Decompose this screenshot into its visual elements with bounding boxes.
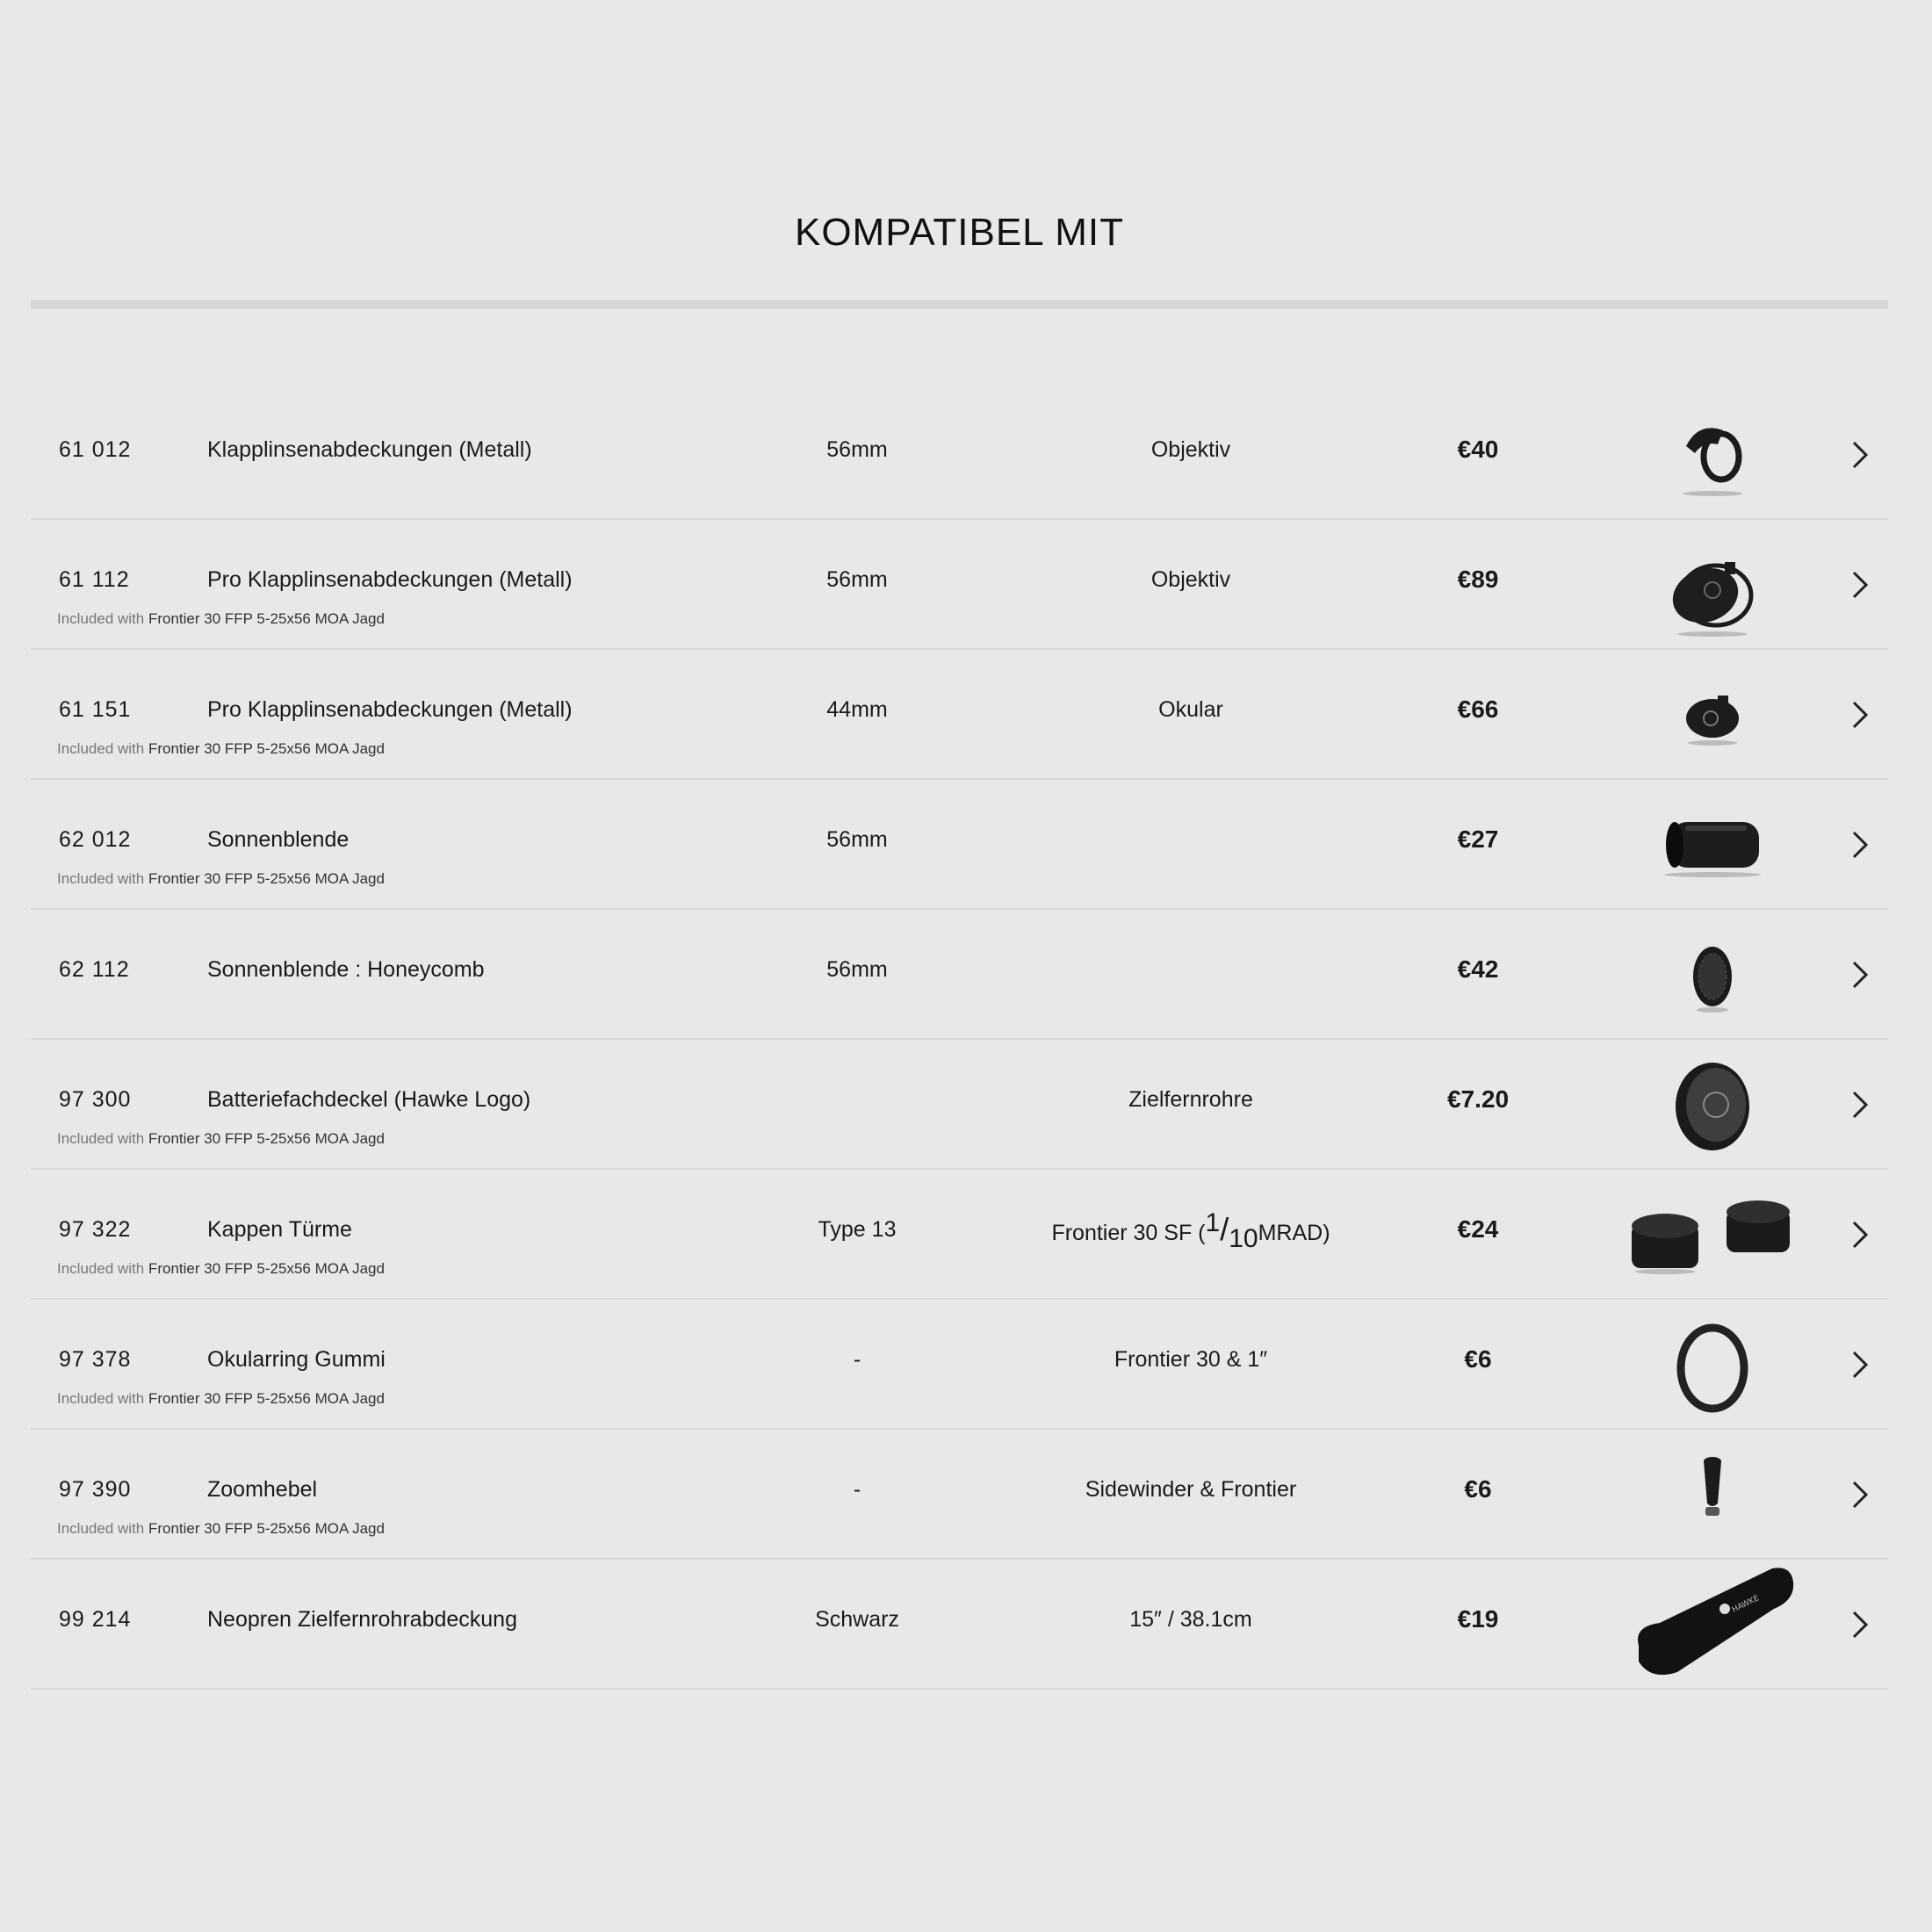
product-fit: Frontier 30 SF (1/10MRAD) <box>1051 1208 1330 1253</box>
product-name[interactable]: Sonnenblende : Honeycomb <box>207 957 485 982</box>
product-sku: 97 300 <box>59 1087 132 1112</box>
product-size: Type 13 <box>818 1217 897 1242</box>
zoom-lever-icon[interactable] <box>1581 1435 1844 1554</box>
product-size: - <box>853 1347 861 1372</box>
product-name[interactable]: Kappen Türme <box>207 1217 352 1242</box>
product-price: €6 <box>1464 1345 1492 1373</box>
included-note: Included with Frontier 30 FFP 5-25x56 MOA Jagd <box>57 870 385 887</box>
product-price: €27 <box>1457 825 1499 853</box>
product-fit: Objektiv <box>1150 567 1231 592</box>
product-size: - <box>853 1477 861 1502</box>
chevron-right-icon[interactable] <box>1847 697 1873 732</box>
product-name[interactable]: Pro Klapplinsenabdeckungen (Metall) <box>207 567 573 592</box>
product-size: Schwarz <box>815 1607 899 1632</box>
chevron-right-icon[interactable] <box>1847 1607 1873 1642</box>
product-sku: 62 112 <box>59 957 130 982</box>
list-item[interactable] <box>31 780 1888 910</box>
product-price: €7.20 <box>1446 1085 1510 1113</box>
product-price: €6 <box>1464 1475 1492 1503</box>
product-sku: 61 012 <box>59 437 132 462</box>
product-sku: 61 151 <box>59 697 132 722</box>
product-price: €19 <box>1457 1605 1499 1633</box>
rubber-ring-icon[interactable] <box>1581 1305 1844 1424</box>
product-name[interactable]: Neopren Zielfernrohrabdeckung <box>207 1607 517 1632</box>
product-name[interactable]: Sonnenblende <box>207 827 350 852</box>
included-note: Included with Frontier 30 FFP 5-25x56 MOA Jagd <box>57 1260 385 1277</box>
product-size: 56mm <box>826 827 888 852</box>
honeycomb-icon[interactable] <box>1581 915 1844 1034</box>
product-price: €40 <box>1457 436 1499 463</box>
included-note: Included with Frontier 30 FFP 5-25x56 MOA Jagd <box>57 1390 385 1407</box>
list-item[interactable] <box>31 650 1888 780</box>
neoprene-cover-icon[interactable] <box>1581 1565 1844 1684</box>
list-item[interactable] <box>31 1430 1888 1560</box>
product-price: €24 <box>1457 1215 1499 1243</box>
product-fit: 15″ / 38.1cm <box>1129 1607 1252 1632</box>
chevron-right-icon[interactable] <box>1847 827 1873 862</box>
list-item[interactable] <box>31 390 1888 520</box>
title-divider <box>31 300 1888 309</box>
chevron-right-icon[interactable] <box>1847 1347 1873 1382</box>
included-note: Included with Frontier 30 FFP 5-25x56 MOA Jagd <box>57 740 385 757</box>
product-sku: 97 378 <box>59 1347 132 1372</box>
pro-flip-cap-icon[interactable] <box>1581 525 1844 645</box>
product-sku: 61 112 <box>59 567 130 592</box>
turret-caps-icon[interactable] <box>1581 1175 1844 1294</box>
list-item[interactable] <box>31 1040 1888 1170</box>
product-sku: 97 322 <box>59 1217 132 1242</box>
product-sku: 99 214 <box>59 1607 132 1632</box>
flip-cap-icon[interactable] <box>1581 395 1844 515</box>
chevron-right-icon[interactable] <box>1847 437 1873 472</box>
product-name[interactable]: Batteriefachdeckel (Hawke Logo) <box>207 1087 531 1112</box>
included-note: Included with Frontier 30 FFP 5-25x56 MOA Jagd <box>57 1520 385 1537</box>
product-fit: Objektiv <box>1150 437 1231 462</box>
product-size: 56mm <box>826 957 888 982</box>
product-name[interactable]: Pro Klapplinsenabdeckungen (Metall) <box>207 697 573 722</box>
svg-text:HAWKE: HAWKE <box>1730 1594 1761 1615</box>
product-name[interactable]: Klapplinsenabdeckungen (Metall) <box>207 437 532 462</box>
list-item[interactable] <box>31 1560 1888 1690</box>
product-size: 56mm <box>826 437 888 462</box>
product-price: €42 <box>1457 955 1499 983</box>
section-title: KOMPATIBEL MIT <box>794 211 1124 254</box>
product-sku: 97 390 <box>59 1477 132 1502</box>
accessory-list <box>31 390 1888 1690</box>
chevron-right-icon[interactable] <box>1847 1217 1873 1252</box>
list-item[interactable] <box>31 1300 1888 1430</box>
eyepiece-cap-icon[interactable] <box>1581 655 1844 775</box>
product-size: 56mm <box>826 567 888 592</box>
product-fit: Okular <box>1158 697 1223 722</box>
list-item[interactable] <box>31 1170 1888 1300</box>
included-note: Included with Frontier 30 FFP 5-25x56 MOA Jagd <box>57 1130 385 1147</box>
product-fit: Frontier 30 & 1″ <box>1114 1347 1268 1372</box>
product-sku: 62 012 <box>59 827 132 852</box>
product-fit: Sidewinder & Frontier <box>1085 1477 1297 1502</box>
chevron-right-icon[interactable] <box>1847 1477 1873 1512</box>
chevron-right-icon[interactable] <box>1847 567 1873 602</box>
included-note: Included with Frontier 30 FFP 5-25x56 MOA Jagd <box>57 610 385 627</box>
product-price: €66 <box>1457 696 1499 723</box>
list-item[interactable] <box>31 910 1888 1040</box>
battery-cap-icon[interactable] <box>1581 1045 1844 1164</box>
chevron-right-icon[interactable] <box>1847 1087 1873 1122</box>
product-name[interactable]: Okularring Gummi <box>207 1347 386 1372</box>
product-size: 44mm <box>826 697 888 722</box>
chevron-right-icon[interactable] <box>1847 957 1873 992</box>
product-fit: Zielfernrohre <box>1128 1087 1253 1112</box>
sunshade-icon[interactable] <box>1581 785 1844 905</box>
product-price: €89 <box>1457 566 1499 593</box>
list-item[interactable] <box>31 520 1888 650</box>
product-name[interactable]: Zoomhebel <box>207 1477 318 1502</box>
